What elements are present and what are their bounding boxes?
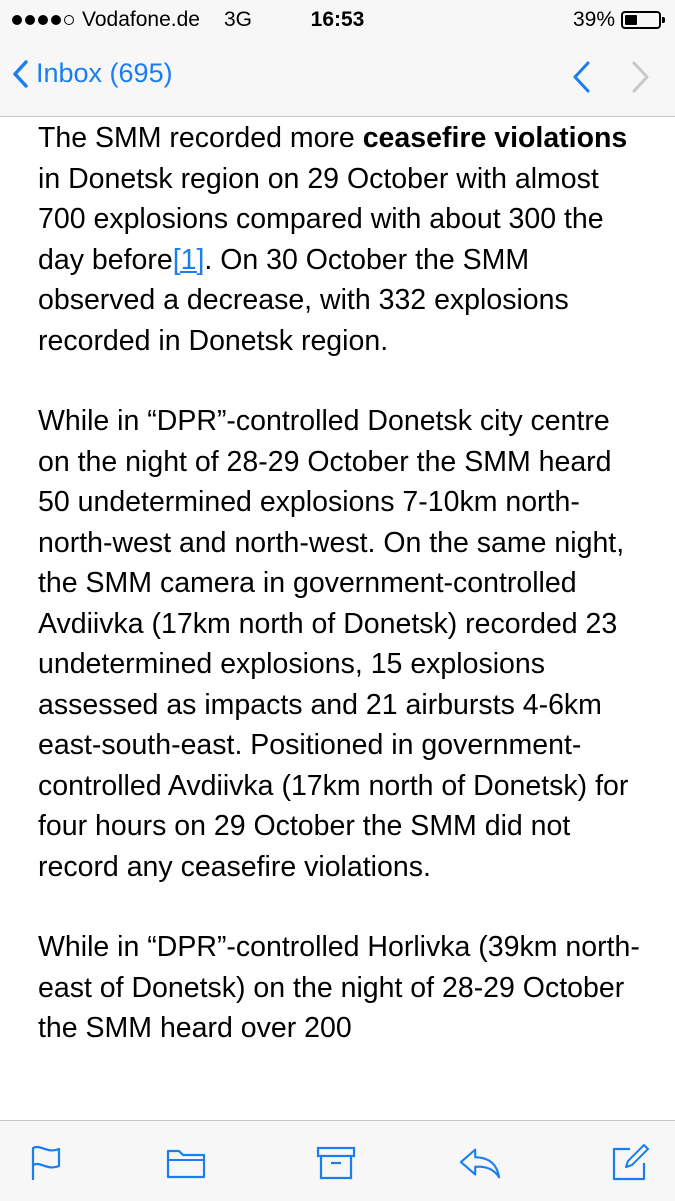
paragraph-text: . On 30 October the SMM observed a decrease, with 332 explosions recorded in Donetsk region. (38, 243, 569, 357)
back-button-label: Inbox (695) (36, 58, 173, 88)
back-to-inbox-button[interactable] (12, 58, 173, 89)
email-body (38, 118, 648, 1118)
flag-icon (29, 1144, 63, 1182)
bold-text: ceasefire violations (362, 122, 628, 154)
previous-message-button[interactable] (571, 60, 591, 94)
next-message-button[interactable] (631, 60, 651, 94)
status-right (573, 8, 661, 32)
network-type: 3G (223, 8, 252, 31)
paragraph-text: The SMM recorded more (38, 122, 363, 154)
archive-button[interactable] (314, 1143, 358, 1183)
reply-icon (458, 1145, 502, 1181)
chevron-left-icon (12, 60, 28, 88)
compose-icon (610, 1143, 650, 1183)
status-bar (0, 0, 675, 40)
carrier-name: Vodafone.de (82, 8, 200, 31)
battery-icon (621, 11, 661, 29)
email-paragraph (38, 118, 648, 361)
email-paragraph: While in “DPR”-controlled Donetsk city centre on the night of 28-29 October the SMM heard 50 undetermined explosions 7-10km north-north-west and north-west. On the same night, the SMM camera in government-controlled Avdiivka (17km north of Donetsk) recorded 23 undetermined explosions, 15 explosions assessed as impacts and 21 airbursts 4-6km east-south-east. Positioned in government-controlled Avdiivka (17km north of Donetsk) for four hours on 29 October the SMM did not record any ceasefire violations. (38, 405, 629, 883)
navigation-bar (0, 40, 675, 117)
clock: 16:53 (310, 8, 365, 31)
email-paragraph: While in “DPR”-controlled Horlivka (39km north-east of Donetsk) on the night of 28-29 October the SMM heard over 200 (38, 931, 640, 1044)
message-navigation (571, 60, 651, 94)
bottom-toolbar (0, 1120, 675, 1201)
folder-icon (165, 1146, 207, 1180)
paragraph-text: in Donetsk region on 29 October with almost 700 explosions compared with about 300 the day before (38, 162, 604, 276)
battery-percent: 39% (572, 8, 615, 31)
archive-icon (315, 1145, 357, 1181)
compose-button[interactable] (608, 1143, 652, 1183)
move-to-folder-button[interactable] (164, 1143, 208, 1183)
flag-button[interactable] (24, 1143, 68, 1183)
footnote-link[interactable]: [1] (172, 243, 205, 276)
reply-button[interactable] (458, 1143, 502, 1183)
